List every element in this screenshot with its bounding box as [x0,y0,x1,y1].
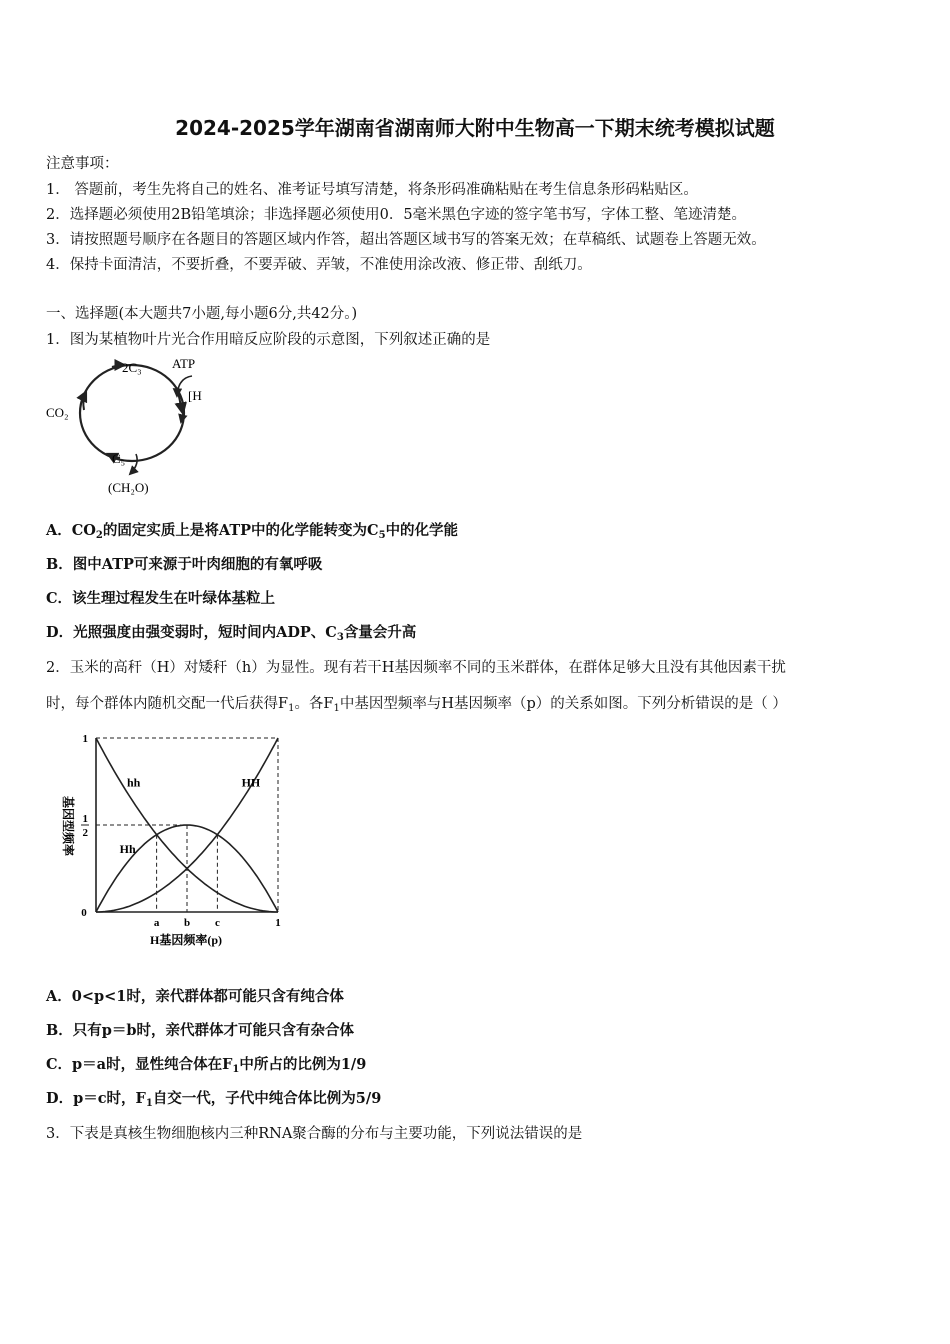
q1-option-a: A．$CO_2$的固定实质上是将ATP中的化学能转变为$C_5$中的化学能 [46,522,459,541]
series-label-hh: hh [126,775,141,790]
atp-label: ATP [172,356,196,371]
q2-option-a: A．0<p<1时，亲代群体都可能只含有纯合体 [46,988,344,1005]
x-tick-label: 1 [275,917,281,929]
x-tick-label: c [214,917,220,929]
q3-stem: 3．下表是真核生物细胞核内三种RNA聚合酶的分布与主要功能，下列说法错误的是 [46,1126,583,1142]
notice-item-2: 2．选择题必须使用2B铅笔填涂；非选择题必须使用0．5毫米黑色字迹的签字笔书写，字体工整、笔迹清楚。 [46,207,747,223]
x-tick-label: 0 [81,907,87,919]
genotype-frequency-chart [50,726,300,956]
y-tick-label-numerator: 1 [82,813,88,825]
notice-item-3: 3．请按照题号顺序在各题目的答题区域内作答，超出答题区域书写的答案无效；在草稿纸、试题卷上答题无效。 [46,232,766,248]
q2-option-c: C．p＝a时，显性纯合体在$F_1$中所占的比例为1/9 [46,1056,367,1075]
q1-stem: 1．图为某植物叶片光合作用暗反应阶段的示意图，下列叙述正确的是 [46,332,491,348]
q1-option-b: B．图中ATP可来源于叶肉细胞的有氧呼吸 [46,556,323,573]
q1-option-d: D．光照强度由强变弱时，短时间内ADP、$C_3$含量会升高 [46,624,417,643]
q2-option-b: B．只有p＝b时，亲代群体才可能只含有杂合体 [46,1022,355,1039]
page-title: 2024-2025学年湖南省湖南师大附中生物高一下期末统考模拟试题 [175,116,775,140]
notice-item-4: 4．保持卡面清洁，不要折叠，不要弄破、弄皱，不准使用涂改液、修正带、刮纸刀。 [46,257,592,273]
x-tick-label: b [183,917,191,929]
series-label-hh: HH [241,775,261,790]
q1-option-c: C．该生理过程发生在叶绿体基粒上 [46,590,276,607]
q2-option-d: D．p＝c时，$F_1$自交一代，子代中纯合体比例为5/9 [46,1090,382,1109]
x-axis-label: H基因频率(p) [149,933,223,947]
y-tick-label-top: 1 [82,733,88,745]
series-label-hh: Hh [119,841,136,856]
nadph-label: [H [188,388,202,403]
notice-heading: 注意事项： [46,156,119,172]
cycle-ring [80,365,184,461]
q2-stem-line2: 时，每个群体内随机交配一代后获得$F_1$。各$F_1$中基因型频率与H基因频率（p）的关系如图。下列分析错误的是（ ） [46,696,787,714]
section-heading: 一、选择题(本大题共7小题,每小题6分,共42分。) [46,306,358,322]
x-tick-label: a [153,917,160,929]
co2-label: CO₂ [46,405,69,420]
y-tick-label-denominator: 2 [82,827,88,839]
c5-label: C₅ [112,451,126,466]
c3-label: 2C₃ [122,360,142,375]
q2-stem-line1: 2．玉米的高秆（H）对矮秆（h）为显性。现有若干H基因频率不同的玉米群体，在群体足够大且没有其他因素干扰 [46,660,786,676]
notice-item-1: 1． 答题前，考生先将自己的姓名、准考证号填写清楚，将条形码准确粘贴在考生信息条形码粘贴区。 [46,182,698,198]
calvin-cycle-diagram [44,350,224,500]
ch2o-label: (CH₂O) [108,480,149,495]
y-axis-label: 基因型频率 [61,795,75,857]
